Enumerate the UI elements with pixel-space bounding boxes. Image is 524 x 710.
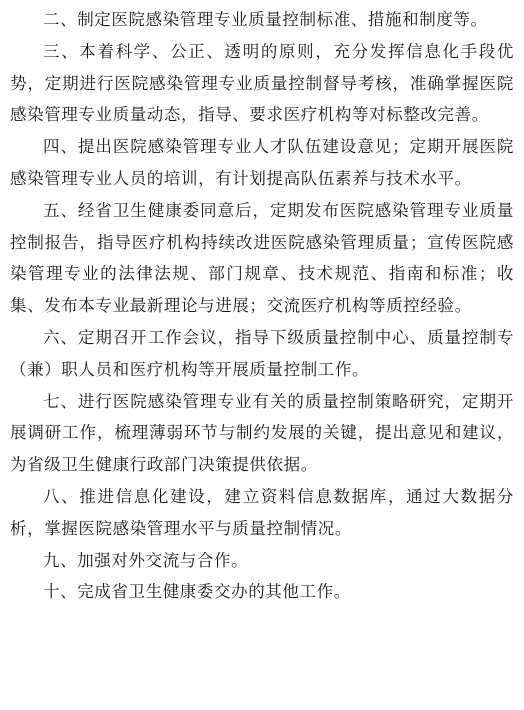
paragraph-2: 二、制定医院感染管理专业质量控制标准、措施和制度等。	[43, 10, 488, 29]
paragraph-10: 十、完成省卫生健康委交办的其他工作。	[43, 582, 351, 602]
paragraph-7: 七、进行医院感染管理专业有关的质量控制策略研究，定期开展调研工作，梳理薄弱环节与制约发展的关键，提出意见和建议，为省级卫生健康行政部门决策提供依据。	[10, 391, 514, 475]
paragraph-5: 五、经省卫生健康委同意后，定期发布医院感染管理专业质量控制报告，指导医疗机构持续改进医院感染管理质量；宣传医院感染管理专业的法律法规、部门规章、技术规范、指南和标准；收集、发布本专业最新理论与进展；交流医疗机构等质控经验。	[10, 200, 514, 316]
paragraph-9: 九、加强对外交流与合作。	[43, 550, 249, 570]
paragraph-3: 三、本着科学、公正、透明的原则，充分发挥信息化手段优势，定期进行医院感染管理专业质量控制督导考核，准确掌握医院感染管理专业质量动态，指导、要求医疗机构等对标整改完善。	[10, 41, 514, 125]
paragraph-4: 四、提出医院感染管理专业人才队伍建设意见；定期开展医院感染管理专业人员的培训，有计划提高队伍素养与技术水平。	[10, 137, 514, 188]
document-body	[10, 4, 514, 608]
paragraph-6: 六、定期召开工作会议，指导下级质量控制中心、质量控制专（兼）职人员和医疗机构等开展质量控制工作。	[10, 327, 514, 379]
paragraph-8: 八、推进信息化建设，建立资料信息数据库，通过大数据分析，掌握医院感染管理水平与质量控制情况。	[10, 486, 514, 538]
